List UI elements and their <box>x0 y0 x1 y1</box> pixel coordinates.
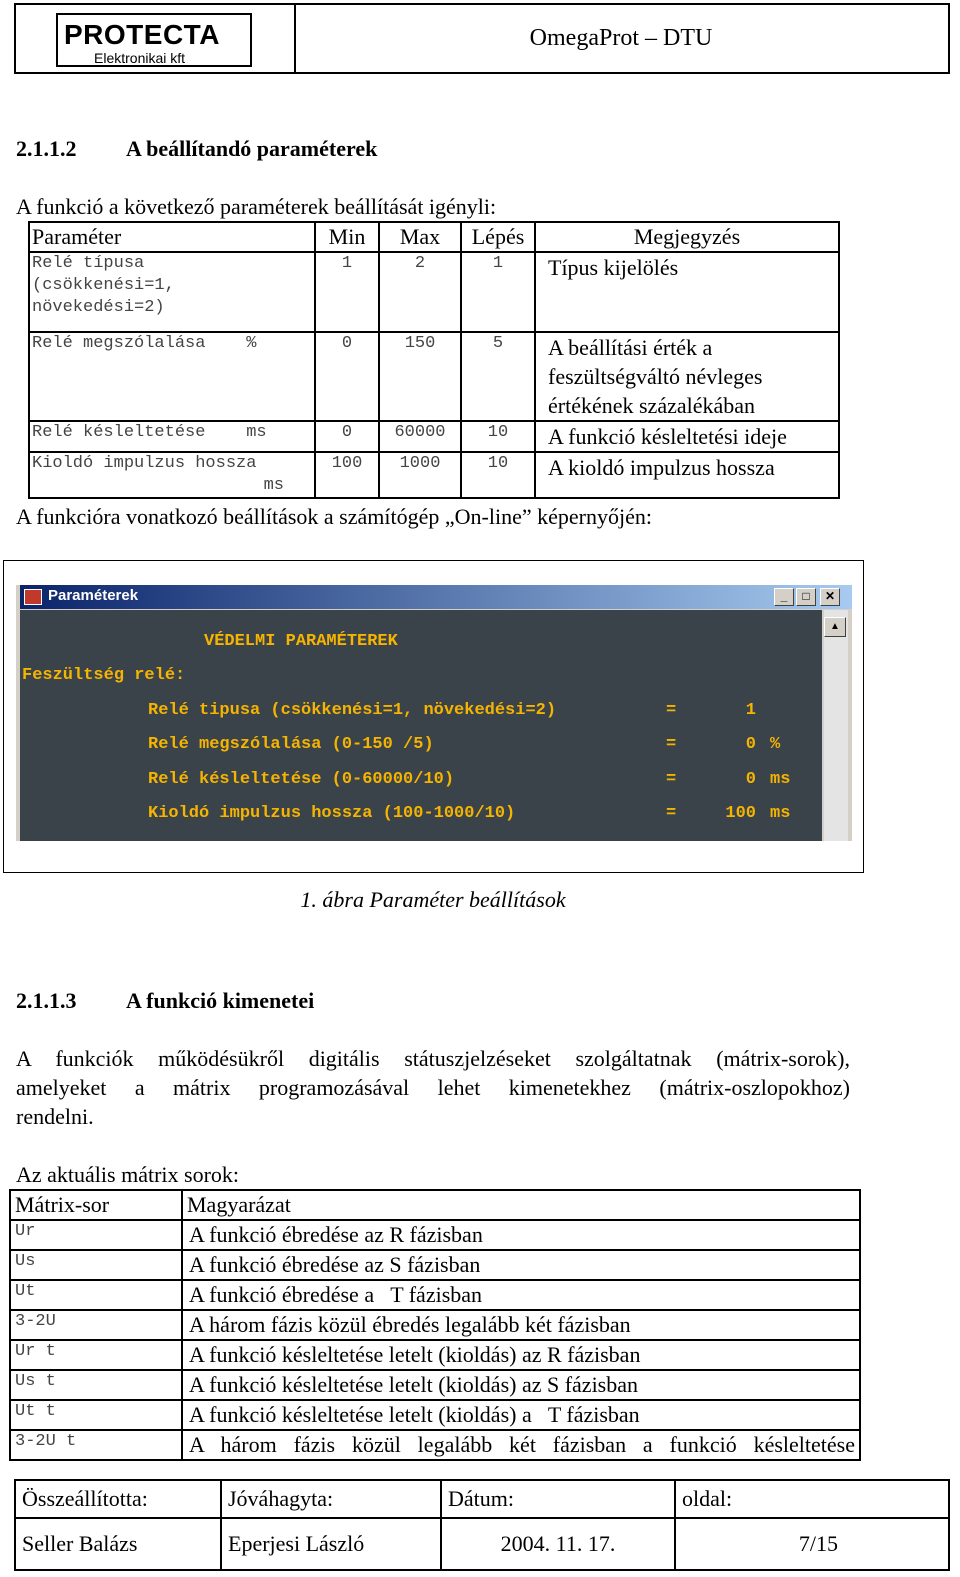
min-cell: 0 <box>315 421 379 452</box>
matrix-intro: Az aktuális mátrix sorok: <box>16 1162 240 1187</box>
console-group-label: Feszültség relé: <box>22 666 186 685</box>
param-cell <box>29 332 315 421</box>
matrix-desc: A funkció késleltetése letelt (kioldás) a T fázisban <box>182 1400 860 1430</box>
console-row-unit: ms <box>770 770 791 789</box>
section-title-2: A funkció kimenetei <box>126 988 315 1013</box>
header-explanation: Magyarázat <box>182 1190 860 1220</box>
step-cell: 5 <box>461 332 535 421</box>
company-logo <box>56 13 252 67</box>
max-cell: 1000 <box>379 452 461 498</box>
console-row-eq: = <box>666 735 677 754</box>
param-cell <box>29 421 315 452</box>
table-row <box>29 421 839 452</box>
console-row-label: Relé késleltetése (0-60000/10) <box>148 770 455 789</box>
matrix-desc: A funkció késleltetése letelt (kioldás) az R fázisban <box>182 1340 860 1370</box>
console-row-eq: = <box>666 770 677 789</box>
parameter-table <box>28 221 840 499</box>
minimize-icon[interactable]: _ <box>774 588 794 606</box>
step-cell: 1 <box>461 252 535 332</box>
param-text: Kioldó impulzus hossza <box>32 454 257 473</box>
document-title: OmegaProt – DTU <box>529 25 713 51</box>
window-title: Paraméterek <box>48 587 139 604</box>
header-note: Megjegyzés <box>535 222 839 252</box>
matrix-table <box>9 1189 861 1461</box>
table-row <box>29 332 839 421</box>
console-row-label: Relé megszólalása (0-150 /5) <box>148 735 434 754</box>
table-row <box>10 1400 860 1430</box>
page-footer <box>14 1479 950 1571</box>
parameters-window <box>16 585 852 841</box>
console-row-label: Kioldó impulzus hossza (100-1000/10) <box>148 804 516 823</box>
header-parameter: Paraméter <box>29 222 315 252</box>
section-para-line: rendelni. <box>16 1104 94 1129</box>
matrix-code: Ut <box>10 1280 182 1310</box>
footer-page-number: 7/15 <box>675 1518 949 1570</box>
console-row-value: 0 <box>745 770 756 789</box>
note-cell <box>535 332 839 421</box>
console-area <box>20 610 822 841</box>
table-row <box>10 1280 860 1310</box>
matrix-code: Us t <box>10 1370 182 1400</box>
matrix-table-header <box>10 1190 860 1220</box>
console-heading: VÉDELMI PARAMÉTEREK <box>204 632 398 651</box>
section-para-line: A funkciók működésükről digitális státuszjelzéseket szolgáltatnak (mátrix-sorok), <box>16 1046 850 1071</box>
note-text: Típus kijelölés <box>548 255 679 280</box>
matrix-code: Ut t <box>10 1400 182 1430</box>
max-cell: 60000 <box>379 421 461 452</box>
param-cell <box>29 452 315 498</box>
table-row <box>10 1340 860 1370</box>
matrix-code: Ur t <box>10 1340 182 1370</box>
param-text: növekedési=2) <box>32 298 165 317</box>
footer-label-date: Dátum: <box>441 1480 675 1518</box>
table-row <box>29 252 839 332</box>
footer-value-row <box>15 1518 949 1570</box>
footer-approver: Eperjesi László <box>221 1518 441 1570</box>
console-row-eq: = <box>666 701 677 720</box>
table-row <box>10 1310 860 1340</box>
section-title-1: A beállítandó paraméterek <box>126 136 378 161</box>
console-row-value: 100 <box>725 804 756 823</box>
footer-label-author: Összeállította: <box>15 1480 221 1518</box>
footer-label-page: oldal: <box>675 1480 949 1518</box>
scroll-up-icon[interactable]: ▲ <box>824 617 846 637</box>
maximize-icon[interactable]: □ <box>796 588 816 606</box>
matrix-desc: A funkció ébredése az R fázisban <box>182 1220 860 1250</box>
header-min: Min <box>315 222 379 252</box>
console-row-value: 0 <box>745 735 756 754</box>
note-cell <box>535 421 839 452</box>
console-row-value: 1 <box>745 701 756 720</box>
note-cell <box>535 452 839 498</box>
parameter-table-header <box>29 222 839 252</box>
console-row-label: Relé tipusa (csökkenési=1, növekedési=2) <box>148 701 557 720</box>
note-text: feszültségváltó névleges <box>548 364 763 389</box>
matrix-desc: A három fázis közül ébredés legalább két fázisban <box>182 1310 860 1340</box>
section-number-1: 2.1.1.2 <box>16 136 77 161</box>
logo-sub-text: Elektronikai kft <box>94 50 186 66</box>
matrix-code: 3-2U <box>10 1310 182 1340</box>
close-icon[interactable]: ✕ <box>820 588 840 606</box>
table-row <box>10 1220 860 1250</box>
table-row <box>10 1250 860 1280</box>
section-number-2: 2.1.1.3 <box>16 988 77 1013</box>
logo-main-text: PROTECTA <box>64 19 220 50</box>
section-intro-1: A funkció a következő paraméterek beállítását igényli: <box>16 194 497 219</box>
min-cell: 100 <box>315 452 379 498</box>
param-text: Relé típusa <box>32 254 145 273</box>
console-row-unit: % <box>770 735 781 754</box>
logo-cell <box>16 5 296 72</box>
matrix-code: Ur <box>10 1220 182 1250</box>
matrix-desc: A funkció késleltetése letelt (kioldás) az S fázisban <box>182 1370 860 1400</box>
header-step: Lépés <box>461 222 535 252</box>
param-text: (csökkenési=1, <box>32 276 175 295</box>
param-text: Relé késleltetése ms <box>32 423 267 442</box>
console-row-unit: ms <box>770 804 791 823</box>
screenshot-figure <box>3 560 864 873</box>
step-cell: 10 <box>461 452 535 498</box>
matrix-desc: A három fázis közül legalább két fázisban a funkció késleltetése <box>182 1430 860 1460</box>
footer-label-row <box>15 1480 949 1518</box>
min-cell: 1 <box>315 252 379 332</box>
online-text: A funkcióra vonatkozó beállítások a számítógép „On-line” képernyőjén: <box>16 504 652 529</box>
console-row-eq: = <box>666 804 677 823</box>
section-para-line: amelyeket a mátrix programozásával lehet kimenetekhez (mátrix-oszlopokhoz) <box>16 1075 850 1100</box>
max-cell: 150 <box>379 332 461 421</box>
max-cell: 2 <box>379 252 461 332</box>
param-cell <box>29 252 315 332</box>
footer-label-approver: Jóváhagyta: <box>221 1480 441 1518</box>
note-text: A funkció késleltetési ideje <box>548 424 787 449</box>
page-header <box>14 3 950 74</box>
note-text: értékének százalékában <box>548 393 756 418</box>
step-cell: 10 <box>461 421 535 452</box>
figure-caption: 1. ábra Paraméter beállítások <box>300 887 566 912</box>
note-text: A beállítási érték a <box>548 335 713 360</box>
window-titlebar[interactable] <box>20 585 852 609</box>
footer-date: 2004. 11. 17. <box>441 1518 675 1570</box>
table-row <box>10 1370 860 1400</box>
header-max: Max <box>379 222 461 252</box>
param-text: ms <box>263 476 284 495</box>
table-row <box>29 452 839 498</box>
table-row <box>10 1430 860 1460</box>
matrix-code: Us <box>10 1250 182 1280</box>
min-cell: 0 <box>315 332 379 421</box>
header-matrix-row: Mátrix-sor <box>10 1190 182 1220</box>
footer-author: Seller Balázs <box>15 1518 221 1570</box>
app-icon <box>24 589 42 605</box>
matrix-desc: A funkció ébredése az S fázisban <box>182 1250 860 1280</box>
param-text: Relé megszólalása % <box>32 334 257 353</box>
note-text: A kioldó impulzus hossza <box>548 455 775 480</box>
matrix-desc: A funkció ébredése a T fázisban <box>182 1280 860 1310</box>
note-cell <box>535 252 839 332</box>
vertical-scrollbar[interactable] <box>824 610 848 841</box>
matrix-code: 3-2U t <box>10 1430 182 1460</box>
